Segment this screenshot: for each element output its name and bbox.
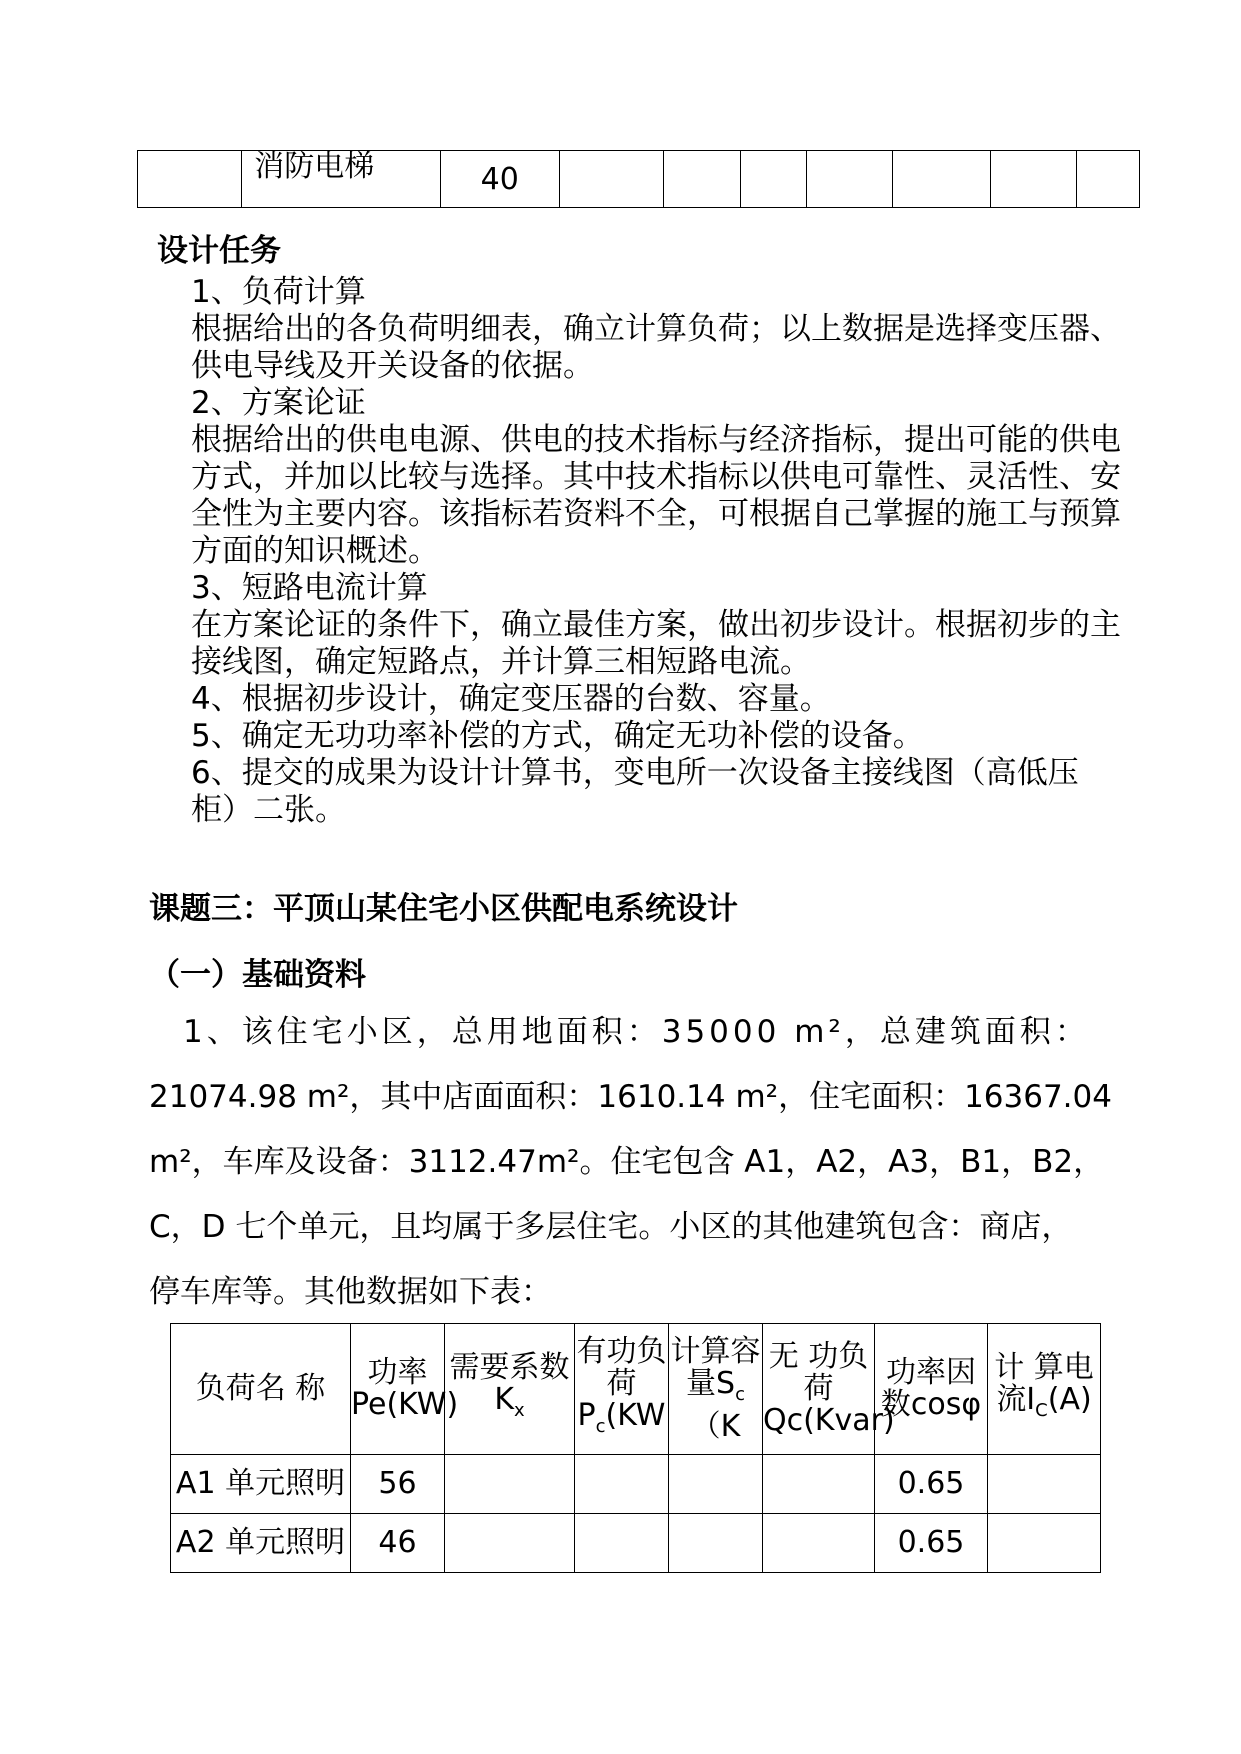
task-6: 6、提交的成果为设计计算书，变电所一次设备主接线图（高低压柜）二张。 xyxy=(191,755,1079,828)
topic3-title: 课题三：平顶山某住宅小区供配电系统设计 xyxy=(149,891,738,927)
task-1-heading: 1、负荷计算 xyxy=(191,274,366,310)
col-header-sc: 计算容量$S_c(K$ xyxy=(669,1324,763,1455)
task-4: 4、根据初步设计，确定变压器的台数、容量。 xyxy=(191,681,831,717)
basic-info-line-5: 停车库等。其他数据如下表： xyxy=(149,1274,552,1310)
col-header-qc: 无 功负荷Qc(Kvar) xyxy=(763,1324,875,1455)
table-row xyxy=(138,151,1140,208)
task-3-heading: 3、短路电流计算 xyxy=(191,570,428,606)
load-table xyxy=(170,1323,1101,1573)
task-2-body: 根据给出的供电电源、供电的技术指标与经济指标，提出可能的供电方式，并加以比较与选择。其中技术指标以供电可靠性、灵活性、安全性为主要内容。该指标若资料不全，可根据自己掌握的施工与预算方面的知识概述。 xyxy=(191,422,1121,569)
top-table xyxy=(137,150,1140,208)
power-factor-cell: 0.65 xyxy=(875,1455,988,1514)
task-5: 5、确定无功功率补偿的方式，确定无功补偿的设备。 xyxy=(191,718,924,754)
basic-info-line-4: C，D 七个单元，且均属于多层住宅。小区的其他建筑包含：商店， xyxy=(149,1209,1073,1245)
load-name-cell: 消防电梯 xyxy=(242,151,440,208)
basic-info-line-1: 1、该住宅小区，总用地面积：35000 m²，总建筑面积： xyxy=(183,1014,1090,1050)
design-task-title: 设计任务 xyxy=(157,233,281,269)
table-row xyxy=(171,1514,1101,1573)
power-factor-cell: 0.65 xyxy=(875,1514,988,1573)
topic3-subtitle: （一）基础资料 xyxy=(149,957,366,993)
col-header-kx: 需要系数 $K_x$ xyxy=(445,1324,575,1455)
col-header-ic: 计 算电 流$I_C(A)$ xyxy=(988,1324,1101,1455)
basic-info-line-2: 21074.98 m²，其中店面面积：1610.14 m²，住宅面积：16367.04 xyxy=(149,1079,1112,1115)
task-3-body: 在方案论证的条件下，确立最佳方案，做出初步设计。根据初步的主接线图，确定短路点，并计算三相短路电流。 xyxy=(191,607,1121,680)
table-header-row xyxy=(171,1324,1101,1455)
col-header-cos: 功率因数cosφ xyxy=(875,1324,988,1455)
power-cell: 46 xyxy=(351,1514,445,1573)
col-header-pc: 有功负荷$P_c(KW$ xyxy=(575,1324,669,1455)
basic-info-line-3: m²，车库及设备：3112.47m²。住宅包含 A1，A2，A3，B1，B2， xyxy=(149,1144,1105,1180)
task-2-heading: 2、方案论证 xyxy=(191,385,366,421)
task-1-body: 根据给出的各负荷明细表，确立计算负荷；以上数据是选择变压器、供电导线及开关设备的依据。 xyxy=(191,311,1121,384)
power-cell: 40 xyxy=(440,151,559,208)
col-header-name: 负荷名 称 xyxy=(171,1324,351,1455)
load-name-cell: A1 单元照明 xyxy=(171,1455,351,1514)
table-row xyxy=(171,1455,1101,1514)
col-header-pe: 功率Pe(KW) xyxy=(351,1324,445,1455)
power-cell: 56 xyxy=(351,1455,445,1514)
load-name-cell: A2 单元照明 xyxy=(171,1514,351,1573)
